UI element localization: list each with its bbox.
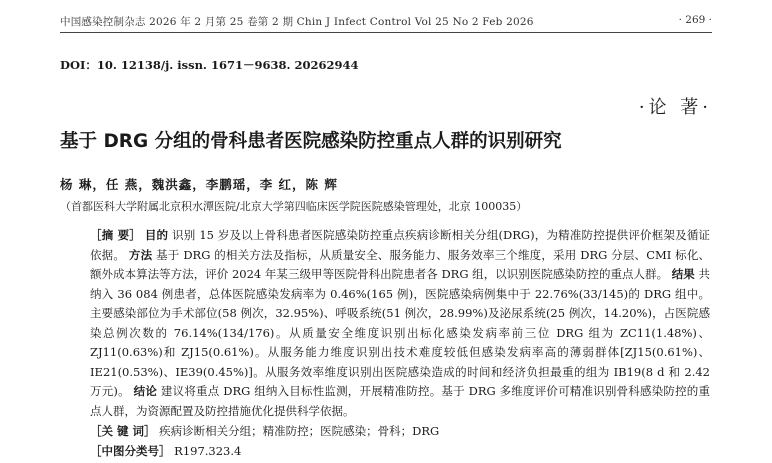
keywords-label: ［关 键 词］	[90, 424, 156, 438]
affiliation: （首都医科大学附属北京积水潭医院/北京大学第四临床医学院医院感染管理处，北京 100035）	[60, 200, 528, 213]
conclusion-text: 建议将重点 DRG 组纳入目标性监测，开展精准防控。基于 DRG 多维度评价可精准识别骨科感染防控的重点人群，为资源配置及防控措施优化提供科学依据。	[90, 384, 711, 418]
classification-line	[90, 443, 241, 459]
keywords-line	[90, 423, 439, 439]
keywords-text: 疾病诊断相关分组；精准防控；医院感染；骨科；DRG	[159, 424, 440, 438]
results-label: 结果	[671, 267, 695, 281]
abstract	[90, 226, 710, 421]
methods-label: 方法	[128, 247, 153, 262]
page-number: · 269 ·	[678, 14, 712, 26]
results-text: 共纳入 36 084 例患者，总体医院感染发病率为 0.46%(165 例)，医院感染病例集中于 22.76%(33/145)的 DRG 组中。主要感染部位为手术部位(58 例次，32.95%)、呼吸系统(51 例次，28.99%)及泌尿系统(25 例次，14.20%)，占医院感染总例次数的 76.14%(134/176)。从质量安全维度识别出标化感染发病率前三位 DRG 组为 ZC11(1.48%)、ZJ11(0.63%)和 ZJ15(0.61%)。从服务能力维度识别出技术难度较低但感染发病率高的薄弱群体[ZJ15(0.61%)、IE21(0.53%)、IE39(0.45%)]。从服务效率维度识别出医院感染造成的时间和经济负担最重的组为 IB19(8 d 和 2.42 万元)。	[90, 267, 711, 398]
classification-text: R197.323.4	[174, 444, 242, 458]
doi-line: DOI：10. 12138/j. issn. 1671－9638. 20262944	[60, 58, 359, 72]
objective-text: 识别 15 岁及以上骨科患者医院感染防控重点疾病诊断相关分组(DRG)，为精准防控提供评价框架及循证依据。	[90, 228, 711, 262]
methods-text: 基于 DRG 的相关方法及指标，从质量安全、服务能力、服务效率三个维度，采用 DRG 分层、CMI 标化、额外成本算法等方法，评价 2024 年某三级甲等医院骨科出院患者各 DRG 组，以识别医院感染防控的重点人群。	[90, 247, 711, 281]
classification-label: ［中图分类号］	[90, 444, 171, 458]
authors: 杨 琳，任 燕，魏洪鑫，李鹏瑶，李 红，陈 辉	[60, 177, 338, 192]
objective-label: 目的	[144, 228, 169, 242]
header-rule	[60, 32, 712, 33]
conclusion-label: 结论	[133, 384, 158, 398]
article-category: ·论 著·	[638, 97, 712, 118]
journal-header: 中国感染控制杂志 2026 年 2 月第 25 卷第 2 期 Chin J Infect Control Vol 25 No 2 Feb 2026	[60, 16, 534, 28]
paper-title: 基于 DRG 分组的骨科患者医院感染防控重点人群的识别研究	[60, 131, 562, 152]
abstract-label: ［摘 要］	[90, 228, 141, 242]
